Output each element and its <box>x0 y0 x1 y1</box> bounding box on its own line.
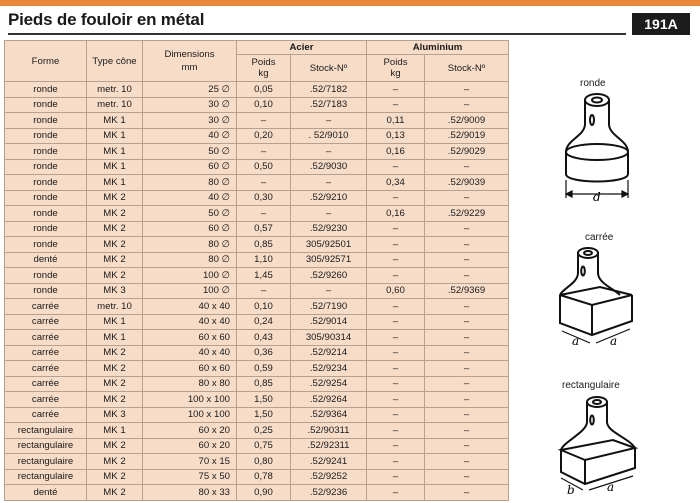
table-cell: – <box>425 330 509 346</box>
table-row <box>5 485 509 501</box>
table-cell: ronde <box>5 82 87 98</box>
table-cell: .52/9029 <box>425 144 509 160</box>
table-row <box>5 361 509 377</box>
table-cell: MK 2 <box>87 438 143 454</box>
table-cell: 0,11 <box>367 113 425 129</box>
table-cell: .52/9260 <box>291 268 367 284</box>
table-cell: MK 2 <box>87 206 143 222</box>
table-cell: – <box>367 314 425 330</box>
dimension-a-label: a <box>607 480 615 494</box>
table-cell: – <box>367 268 425 284</box>
table-cell: MK 2 <box>87 345 143 361</box>
square-foot-drawing <box>540 243 660 353</box>
table-cell: – <box>237 206 291 222</box>
table-cell: .52/9229 <box>425 206 509 222</box>
table-row <box>5 113 509 129</box>
table-cell: 0,75 <box>237 438 291 454</box>
table-cell: – <box>425 392 509 408</box>
group-header-acier: Acier <box>237 41 367 55</box>
table-cell: – <box>367 454 425 470</box>
table-cell: – <box>425 407 509 423</box>
table-cell: .52/9241 <box>291 454 367 470</box>
table-cell: – <box>425 438 509 454</box>
table-cell: MK 2 <box>87 252 143 268</box>
table-cell: – <box>367 376 425 392</box>
table-row <box>5 175 509 191</box>
table-cell: 60 ∅ <box>143 221 237 237</box>
table-cell: 100 x 100 <box>143 407 237 423</box>
figure-label-rectangulaire: rectangulaire <box>562 380 620 391</box>
table-cell: – <box>367 407 425 423</box>
table-cell: – <box>367 392 425 408</box>
table-cell: MK 1 <box>87 423 143 439</box>
table-cell: 100 ∅ <box>143 283 237 299</box>
table-cell: – <box>425 268 509 284</box>
table-cell: MK 2 <box>87 237 143 253</box>
table-cell: carrée <box>5 345 87 361</box>
table-cell: – <box>425 299 509 315</box>
table-cell: 100 ∅ <box>143 268 237 284</box>
table-row <box>5 144 509 160</box>
table-cell: MK 2 <box>87 190 143 206</box>
table-cell: 60 x 20 <box>143 438 237 454</box>
table-row <box>5 283 509 299</box>
dimension-a-left-label: a <box>572 334 580 348</box>
table-cell: carrée <box>5 314 87 330</box>
table-cell: 40 x 40 <box>143 345 237 361</box>
table-row <box>5 407 509 423</box>
table-cell: – <box>367 82 425 98</box>
table-cell: – <box>367 485 425 501</box>
group-header-aluminium: Aluminium <box>367 41 509 55</box>
table-cell: ronde <box>5 190 87 206</box>
table-row <box>5 237 509 253</box>
table-cell: .52/9369 <box>425 283 509 299</box>
table-cell: .52/9030 <box>291 159 367 175</box>
table-row <box>5 97 509 113</box>
table-cell: ronde <box>5 221 87 237</box>
table-cell: 50 ∅ <box>143 206 237 222</box>
table-cell: .52/9019 <box>425 128 509 144</box>
table-cell: .52/9230 <box>291 221 367 237</box>
table-cell: 0,90 <box>237 485 291 501</box>
table-cell: 0,85 <box>237 376 291 392</box>
table-cell: – <box>425 97 509 113</box>
table-cell: carrée <box>5 392 87 408</box>
table-cell: rectangulaire <box>5 454 87 470</box>
table-row <box>5 454 509 470</box>
col-header-acier-stock: Stock-Nº <box>291 55 367 82</box>
table-cell: 0,05 <box>237 82 291 98</box>
table-cell: MK 2 <box>87 454 143 470</box>
dimension-a-right-label: a <box>610 334 618 348</box>
table-cell: ronde <box>5 144 87 160</box>
table-row <box>5 314 509 330</box>
table-cell: MK 1 <box>87 113 143 129</box>
table-row <box>5 268 509 284</box>
table-cell: – <box>237 175 291 191</box>
table-cell: 0,57 <box>237 221 291 237</box>
table-cell: 40 x 40 <box>143 314 237 330</box>
table-cell: – <box>367 237 425 253</box>
table-cell: – <box>425 82 509 98</box>
table-cell: 60 x 20 <box>143 423 237 439</box>
product-table <box>4 40 509 501</box>
table-cell: – <box>425 314 509 330</box>
table-cell: MK 2 <box>87 485 143 501</box>
table-cell: MK 2 <box>87 221 143 237</box>
table-cell: 0,43 <box>237 330 291 346</box>
table-cell: 25 ∅ <box>143 82 237 98</box>
table-cell: 0,60 <box>367 283 425 299</box>
table-cell: 0,30 <box>237 190 291 206</box>
table-cell: – <box>291 175 367 191</box>
table-cell: ronde <box>5 97 87 113</box>
table-cell: – <box>367 252 425 268</box>
table-cell: MK 3 <box>87 407 143 423</box>
table-cell: 0,10 <box>237 97 291 113</box>
figure-label-carree: carrée <box>585 232 614 243</box>
table-cell: – <box>425 237 509 253</box>
table-cell: ronde <box>5 113 87 129</box>
table-row <box>5 206 509 222</box>
table-cell: 0,50 <box>237 159 291 175</box>
table-cell: MK 3 <box>87 283 143 299</box>
table-cell: 305/90314 <box>291 330 367 346</box>
table-cell: – <box>291 206 367 222</box>
table-row <box>5 376 509 392</box>
table-cell: metr. 10 <box>87 299 143 315</box>
table-cell: MK 1 <box>87 330 143 346</box>
table-cell: ronde <box>5 206 87 222</box>
table-row <box>5 82 509 98</box>
table-cell: – <box>425 469 509 485</box>
table-cell: 50 ∅ <box>143 144 237 160</box>
table-cell: .52/9254 <box>291 376 367 392</box>
table-cell: . 52/9010 <box>291 128 367 144</box>
table-cell: carrée <box>5 299 87 315</box>
table-cell: 40 ∅ <box>143 190 237 206</box>
table-cell: .52/7190 <box>291 299 367 315</box>
table-cell: MK 1 <box>87 159 143 175</box>
table-cell: rectangulaire <box>5 423 87 439</box>
table-cell: MK 1 <box>87 128 143 144</box>
table-cell: MK 2 <box>87 361 143 377</box>
table-cell: MK 1 <box>87 144 143 160</box>
table-cell: – <box>367 361 425 377</box>
dimension-b-label: b <box>567 483 575 497</box>
table-row <box>5 221 509 237</box>
table-cell: carrée <box>5 361 87 377</box>
table-cell: carrée <box>5 376 87 392</box>
table-cell: MK 2 <box>87 392 143 408</box>
table-cell: .52/9264 <box>291 392 367 408</box>
table-cell: 0,78 <box>237 469 291 485</box>
top-accent-bar <box>0 0 700 6</box>
table-cell: 1,50 <box>237 407 291 423</box>
table-cell: carrée <box>5 330 87 346</box>
table-cell: – <box>291 144 367 160</box>
table-cell: MK 2 <box>87 268 143 284</box>
col-header-dimensions: Dimensions mm <box>143 41 237 82</box>
col-header-alu-poids: Poids kg <box>367 55 425 82</box>
table-cell: – <box>425 423 509 439</box>
table-cell: – <box>425 159 509 175</box>
table-cell: MK 1 <box>87 175 143 191</box>
table-cell: – <box>291 113 367 129</box>
table-cell: 80 ∅ <box>143 175 237 191</box>
col-header-forme: Forme <box>5 41 87 82</box>
table-cell: denté <box>5 485 87 501</box>
col-header-acier-poids: Poids kg <box>237 55 291 82</box>
table-row <box>5 345 509 361</box>
table-cell: ronde <box>5 128 87 144</box>
table-cell: 80 ∅ <box>143 252 237 268</box>
table-cell: – <box>425 252 509 268</box>
table-cell: .52/90311 <box>291 423 367 439</box>
table-cell: 1,45 <box>237 268 291 284</box>
table-cell: carrée <box>5 407 87 423</box>
table-cell: 0,36 <box>237 345 291 361</box>
table-cell: 0,80 <box>237 454 291 470</box>
round-foot-drawing <box>548 88 658 213</box>
table-cell: .52/9039 <box>425 175 509 191</box>
table-cell: .52/92311 <box>291 438 367 454</box>
table-cell: – <box>425 376 509 392</box>
figure-label-ronde: ronde <box>580 78 606 89</box>
table-cell: 0,24 <box>237 314 291 330</box>
table-cell: .52/9252 <box>291 469 367 485</box>
table-row <box>5 299 509 315</box>
table-cell: .52/9009 <box>425 113 509 129</box>
table-row <box>5 423 509 439</box>
table-cell: 80 x 33 <box>143 485 237 501</box>
table-row <box>5 190 509 206</box>
table-cell: .52/9364 <box>291 407 367 423</box>
table-cell: – <box>367 330 425 346</box>
table-cell: 0,20 <box>237 128 291 144</box>
table-cell: 0,25 <box>237 423 291 439</box>
table-cell: denté <box>5 252 87 268</box>
table-cell: 80 ∅ <box>143 237 237 253</box>
table-cell: 1,10 <box>237 252 291 268</box>
table-cell: MK 2 <box>87 469 143 485</box>
table-cell: 0,13 <box>367 128 425 144</box>
table-cell: 30 ∅ <box>143 97 237 113</box>
table-cell: 1,50 <box>237 392 291 408</box>
table-cell: – <box>425 345 509 361</box>
table-cell: – <box>367 221 425 237</box>
table-cell: – <box>291 283 367 299</box>
table-cell: 40 x 40 <box>143 299 237 315</box>
table-cell: 70 x 15 <box>143 454 237 470</box>
table-row <box>5 392 509 408</box>
table-cell: 0,59 <box>237 361 291 377</box>
table-row <box>5 469 509 485</box>
dimension-d-label: d <box>593 190 601 204</box>
table-cell: MK 2 <box>87 376 143 392</box>
table-cell: 80 x 80 <box>143 376 237 392</box>
table-cell: rectangulaire <box>5 438 87 454</box>
product-table-container <box>4 40 508 500</box>
table-cell: – <box>237 144 291 160</box>
table-cell: – <box>425 361 509 377</box>
table-cell: – <box>367 423 425 439</box>
table-row <box>5 159 509 175</box>
table-cell: 60 x 60 <box>143 330 237 346</box>
table-cell: .52/9236 <box>291 485 367 501</box>
table-cell: metr. 10 <box>87 97 143 113</box>
table-cell: .52/9214 <box>291 345 367 361</box>
table-cell: 0,85 <box>237 237 291 253</box>
table-cell: – <box>425 485 509 501</box>
page-code-badge: 191A <box>632 13 690 35</box>
table-cell: ronde <box>5 237 87 253</box>
table-cell: 305/92571 <box>291 252 367 268</box>
table-cell: metr. 10 <box>87 82 143 98</box>
table-cell: 30 ∅ <box>143 113 237 129</box>
table-cell: – <box>367 469 425 485</box>
table-cell: 0,16 <box>367 144 425 160</box>
table-cell: – <box>367 190 425 206</box>
table-cell: – <box>367 97 425 113</box>
table-cell: – <box>367 159 425 175</box>
table-row <box>5 438 509 454</box>
table-cell: .52/7182 <box>291 82 367 98</box>
table-cell: 0,16 <box>367 206 425 222</box>
table-body <box>5 82 509 501</box>
table-cell: .52/9014 <box>291 314 367 330</box>
table-cell: 0,10 <box>237 299 291 315</box>
table-cell: 60 ∅ <box>143 159 237 175</box>
table-cell: – <box>367 345 425 361</box>
rectangular-foot-drawing <box>545 392 665 502</box>
table-cell: ronde <box>5 175 87 191</box>
table-cell: 60 x 60 <box>143 361 237 377</box>
table-cell: – <box>425 190 509 206</box>
title-underline <box>8 33 626 35</box>
table-cell: ronde <box>5 283 87 299</box>
table-cell: – <box>425 454 509 470</box>
table-cell: – <box>367 299 425 315</box>
table-cell: .52/9234 <box>291 361 367 377</box>
table-cell: ronde <box>5 268 87 284</box>
col-header-alu-stock: Stock-Nº <box>425 55 509 82</box>
page-title: Pieds de fouloir en métal <box>8 10 205 29</box>
table-cell: – <box>425 221 509 237</box>
table-cell: .52/7183 <box>291 97 367 113</box>
col-header-type-cone: Type cône <box>87 41 143 82</box>
table-cell: – <box>237 283 291 299</box>
table-row <box>5 330 509 346</box>
table-cell: .52/9210 <box>291 190 367 206</box>
table-cell: 100 x 100 <box>143 392 237 408</box>
table-cell: 305/92501 <box>291 237 367 253</box>
table-cell: ronde <box>5 159 87 175</box>
table-cell: MK 1 <box>87 314 143 330</box>
table-cell: 0,34 <box>367 175 425 191</box>
table-cell: rectangulaire <box>5 469 87 485</box>
table-cell: – <box>367 438 425 454</box>
table-row <box>5 252 509 268</box>
table-row <box>5 128 509 144</box>
table-cell: 75 x 50 <box>143 469 237 485</box>
table-cell: 40 ∅ <box>143 128 237 144</box>
table-cell: – <box>237 113 291 129</box>
